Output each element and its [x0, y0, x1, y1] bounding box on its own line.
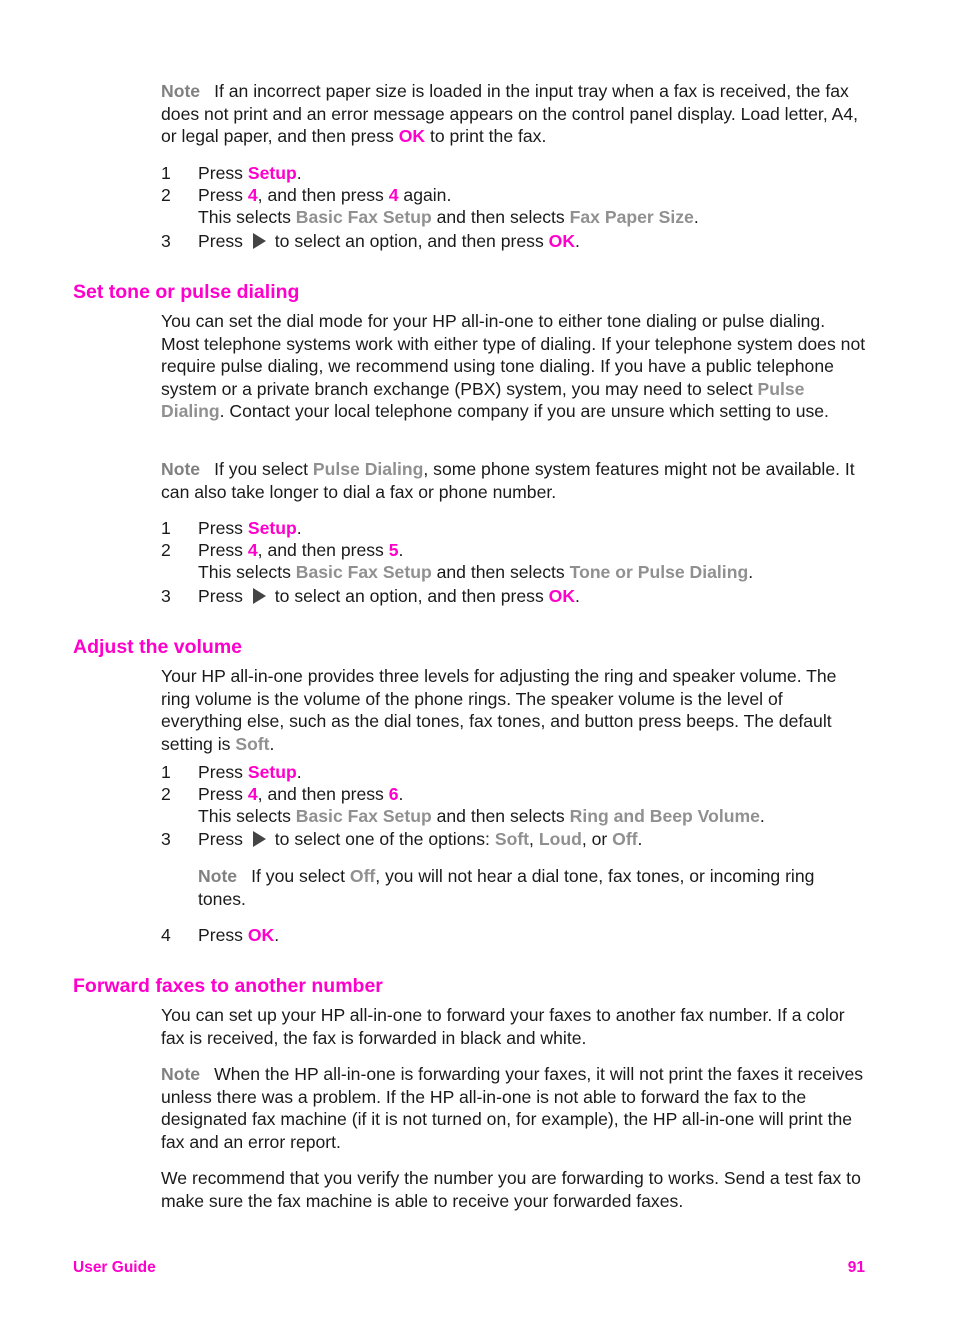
- note-pulse: Note If you select Pulse Dialing, some phone system features might not be available. It can also take longer to dial a fax or phone number.: [161, 459, 855, 502]
- page-number: 91: [847, 1259, 865, 1276]
- note-label: Note: [161, 81, 201, 101]
- note-label: Note: [161, 1064, 201, 1084]
- note-label: Note: [198, 866, 238, 886]
- right-arrow-icon: [253, 831, 266, 847]
- paragraph: You can set up your HP all-in-one to forward your faxes to another fax number. If a color fax is received, the fax is forwarded in black and white.: [161, 1005, 845, 1048]
- footer-title: User Guide: [73, 1259, 156, 1276]
- section-heading-forward: Forward faxes to another number: [73, 975, 383, 997]
- note-off: Note If you select Off, you will not hear a dial tone, fax tones, or incoming ring tones.: [198, 866, 815, 909]
- section-heading-tone: Set tone or pulse dialing: [73, 281, 300, 303]
- section-heading-volume: Adjust the volume: [73, 636, 243, 658]
- paragraph: We recommend that you verify the number you are forwarding to works. Send a test fax to make sure the fax machine is able to receive your forwarded faxes.: [161, 1168, 861, 1211]
- note-label: Note: [161, 459, 201, 479]
- paragraph: You can set the dial mode for your HP all-in-one to either tone dialing or pulse dialing. Most telephone systems work with either type of dialing. If your telephone system does not require pulse dialing, we recommend using tone dialing. If you have a public telephone system or a private branch exchange (PBX) system, you may need to select Pulse Dialing. Contact your local telephone company if you are unsure which setting to use.: [161, 311, 866, 421]
- paragraph: Your HP all-in-one provides three levels for adjusting the ring and speaker volume. The ring volume is the volume of the phone rings. The speaker volume is the level of everything else, such as the dial tones, fax tones, and button press beeps. The default setting is Soft.: [161, 666, 837, 754]
- note-forwarding: Note When the HP all-in-one is forwarding your faxes, it will not print the faxes it receives unless there was a problem. If the HP all-in-one is not able to forward the fax to the designated fax machine (if it is not turned on, for example), the HP all-in-one will print the fax and an error report.: [161, 1064, 864, 1152]
- right-arrow-icon: [253, 233, 266, 249]
- right-arrow-icon: [253, 588, 266, 604]
- note-paper-size: Note If an incorrect paper size is loaded in the input tray when a fax is received, the fax does not print and an error message appears on the control panel display. Load letter, A4, or legal paper, and then press OK to print the fax.: [161, 81, 859, 146]
